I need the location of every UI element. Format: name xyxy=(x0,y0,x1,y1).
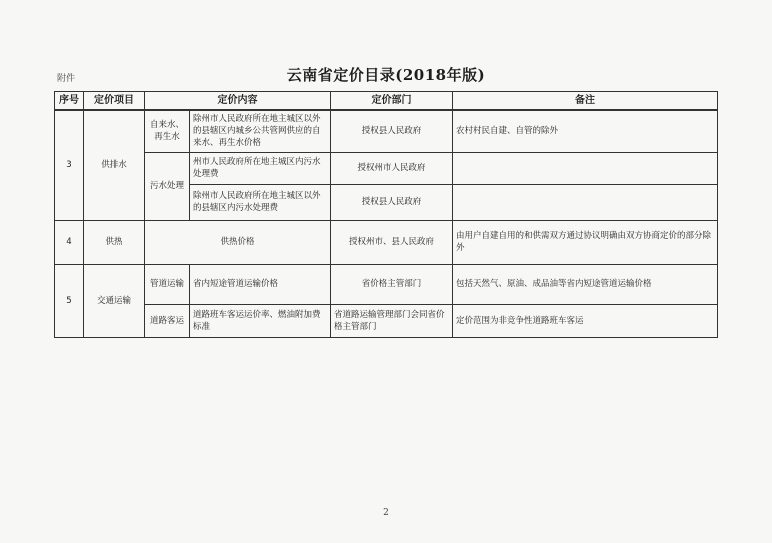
pricing-content: 道路班车客运运价率、燃油附加费标准 xyxy=(190,304,331,337)
pricing-content: 省内短途管道运输价格 xyxy=(190,264,331,304)
pricing-content: 州市人民政府所在地主城区内污水处理费 xyxy=(190,152,331,184)
sub-item: 自来水、再生水 xyxy=(145,110,190,152)
remark: 包括天然气、原油、成品油等省内短途管道运输价格 xyxy=(453,264,718,304)
page-number: 2 xyxy=(383,508,389,518)
header-cell: 定价部门 xyxy=(331,92,453,111)
pricing-department: 授权州市人民政府 xyxy=(331,152,453,184)
header-cell: 序号 xyxy=(55,92,84,111)
pricing-content: 除州市人民政府所在地主城区以外的县辖区内城乡公共管网供应的自来水、再生水价格 xyxy=(190,110,331,152)
remark: 定价范围为非竞争性道路班车客运 xyxy=(453,304,718,337)
header-cell: 定价项目 xyxy=(84,92,145,111)
sub-item: 污水处理 xyxy=(145,152,190,220)
remark xyxy=(453,184,718,220)
header-cell: 备注 xyxy=(453,92,718,111)
pricing-catalog-table xyxy=(54,91,718,338)
pricing-content: 供热价格 xyxy=(145,220,331,264)
table-row xyxy=(55,264,718,304)
pricing-item: 供热 xyxy=(84,220,145,264)
header-cell: 定价内容 xyxy=(145,92,331,111)
sub-item: 管道运输 xyxy=(145,264,190,304)
table-row xyxy=(55,110,718,152)
remark xyxy=(453,152,718,184)
table-header-row xyxy=(55,92,718,111)
table-row xyxy=(55,152,718,184)
row-number: 4 xyxy=(55,220,84,264)
attachment-label: 附件 xyxy=(57,74,76,84)
pricing-department: 授权州市、县人民政府 xyxy=(331,220,453,264)
table-row xyxy=(55,304,718,337)
pricing-department: 省价格主管部门 xyxy=(331,264,453,304)
table-row xyxy=(55,220,718,264)
row-number: 3 xyxy=(55,110,84,220)
pricing-content: 除州市人民政府所在地主城区以外的县辖区内污水处理费 xyxy=(190,184,331,220)
remark: 由用户自建自用的和供需双方通过协议明确由双方协商定价的部分除外 xyxy=(453,220,718,264)
row-number: 5 xyxy=(55,264,84,337)
pricing-department: 授权县人民政府 xyxy=(331,184,453,220)
document-title: 云南省定价目录(2018年版) xyxy=(286,66,486,84)
remark: 农村村民自建、自管的除外 xyxy=(453,110,718,152)
pricing-item: 供排水 xyxy=(84,110,145,220)
pricing-item: 交通运输 xyxy=(84,264,145,337)
sub-item: 道路客运 xyxy=(145,304,190,337)
pricing-department: 授权县人民政府 xyxy=(331,110,453,152)
pricing-department: 省道路运输管理部门会同省价格主管部门 xyxy=(331,304,453,337)
